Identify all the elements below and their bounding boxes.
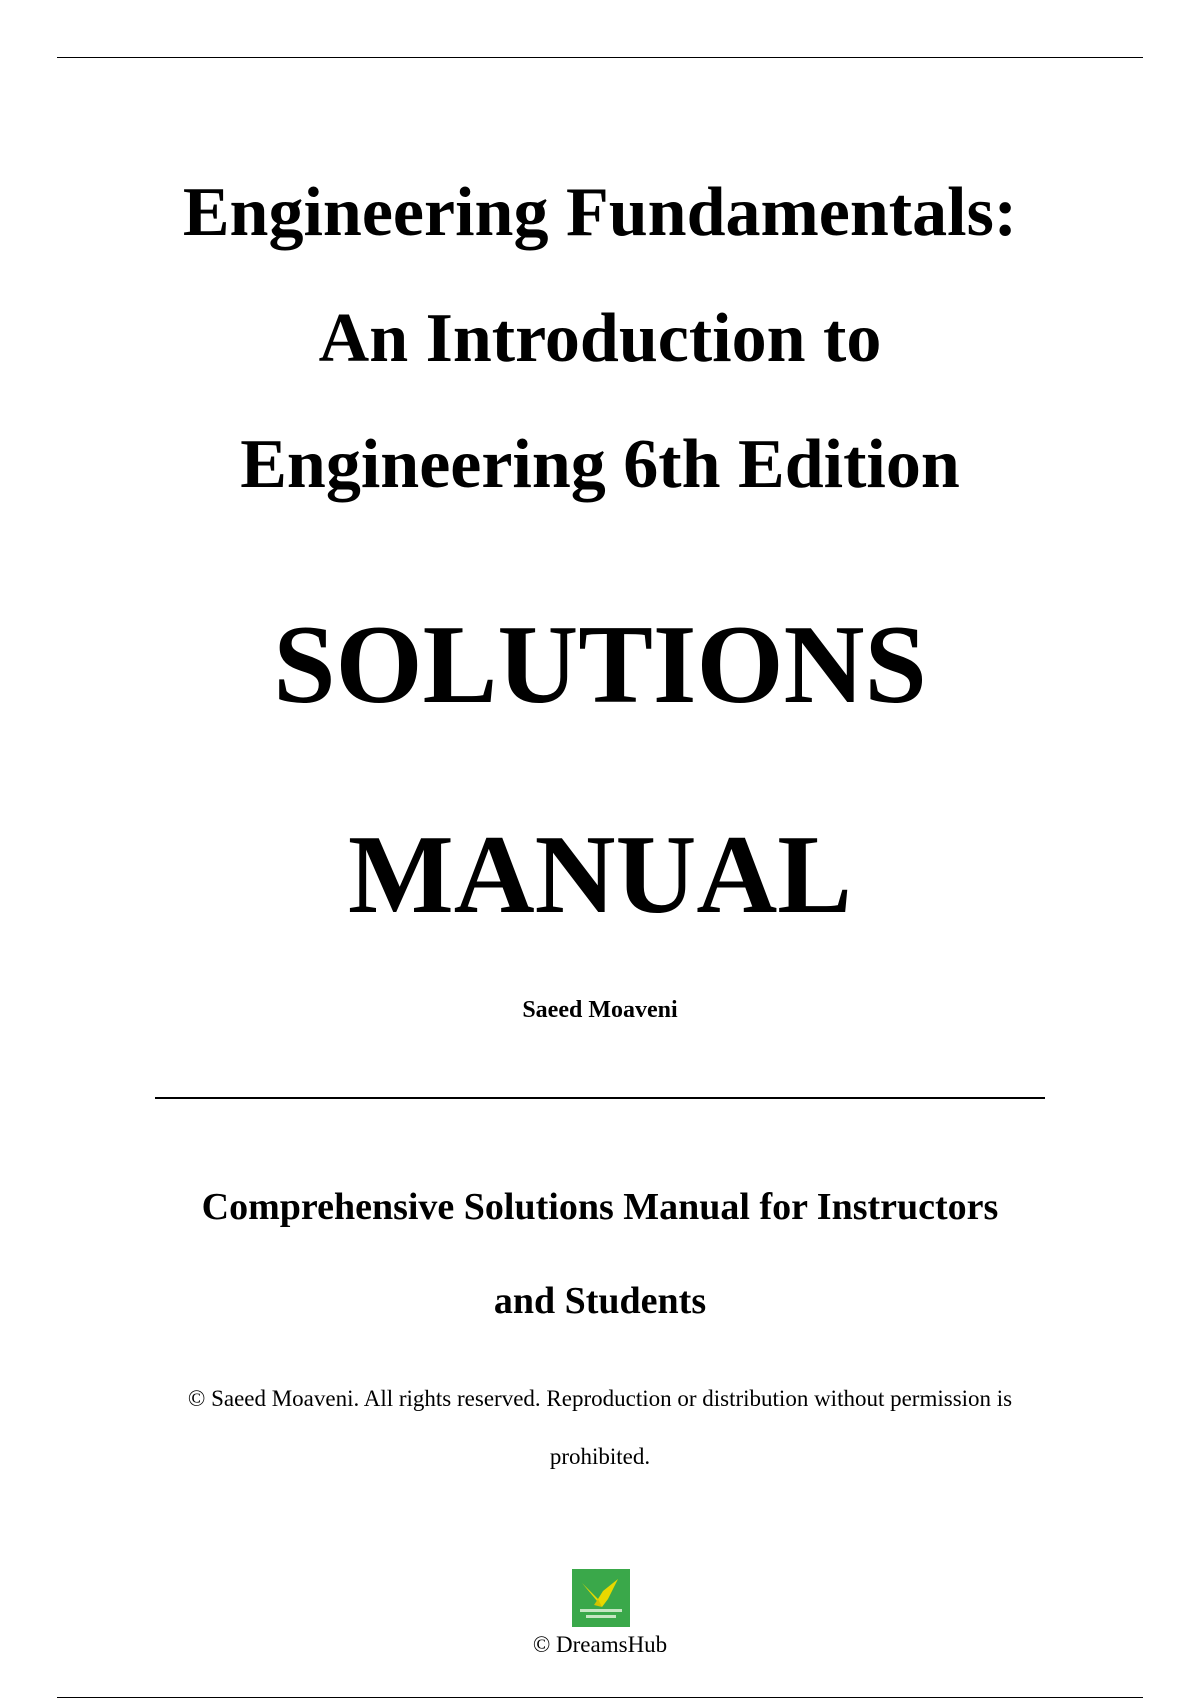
solutions-heading-line-2: MANUAL <box>348 813 852 937</box>
subtitle-line-2: and Students <box>493 1280 707 1322</box>
bottom-rule <box>57 1697 1143 1698</box>
top-rule <box>57 57 1143 58</box>
copyright-line-2: prohibited. <box>549 1444 651 1469</box>
solutions-heading-line-1: SOLUTIONS <box>273 603 927 727</box>
copyright-line-1: © Saeed Moaveni. All rights reserved. Reproduction or distribution without permission is <box>187 1386 1013 1411</box>
dreamshub-bird-logo-icon <box>572 1569 630 1627</box>
subtitle-line-1: Comprehensive Solutions Manual for Instructors <box>201 1186 999 1228</box>
title-line-3: Engineering 6th Edition <box>240 426 960 503</box>
footer-credit: © DreamsHub <box>532 1632 668 1657</box>
middle-rule <box>155 1097 1045 1099</box>
title-line-1: Engineering Fundamentals: <box>182 174 1018 251</box>
title-line-2: An Introduction to <box>318 300 882 377</box>
copyright-notice <box>0 1370 1200 1486</box>
subtitle <box>0 1160 1200 1348</box>
solutions-manual-heading <box>0 560 1200 980</box>
author-name: Saeed Moaveni <box>522 997 678 1023</box>
book-title <box>0 150 1200 528</box>
